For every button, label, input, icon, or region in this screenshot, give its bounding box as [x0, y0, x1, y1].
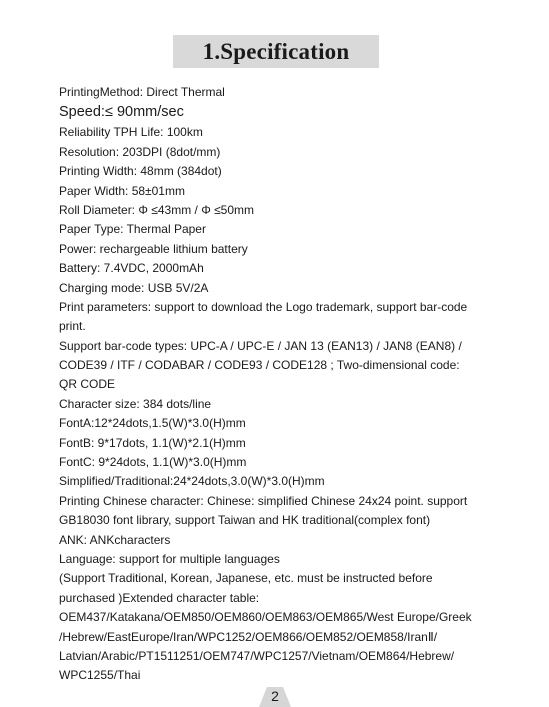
spec-line: Character size: 384 dots/line: [59, 396, 212, 411]
spec-line: Printing Width: 48mm (384dot): [59, 164, 222, 179]
spec-line: Charging mode: USB 5V/2A: [59, 280, 209, 295]
spec-line: Printing Chinese character: Chinese: simplified Chinese 24x24 point. support: [59, 493, 468, 508]
spec-line: OEM437/Katakana/OEM850/OEM860/OEM863/OEM865/West Europe/Greek: [59, 610, 472, 625]
spec-line: print.: [59, 319, 86, 334]
spec-line: WPC1255/Thai: [59, 668, 141, 683]
spec-line: Resolution: 203DPI (8dot/mm): [59, 144, 221, 159]
spec-line: ANK: ANKcharacters: [59, 532, 171, 547]
spec-line: FontB: 9*17dots, 1.1(W)*2.1(H)mm: [59, 435, 246, 450]
spec-line: purchased )Extended character table:: [59, 590, 260, 605]
spec-list: [59, 83, 509, 686]
spec-line: Speed:≤ 90mm/sec: [59, 104, 184, 121]
spec-line: (Support Traditional, Korean, Japanese, etc. must be instructed before: [59, 571, 433, 586]
spec-line: Language: support for multiple languages: [59, 551, 280, 566]
spec-line: QR CODE: [59, 377, 116, 392]
spec-line: Print parameters: support to download the Logo trademark, support bar-code: [59, 299, 468, 314]
spec-line: PrintingMethod: Direct Thermal: [59, 85, 225, 99]
page-number-tab: [259, 685, 291, 707]
spec-line: Latvian/Arabic/PT1511251/OEM747/WPC1257/Vietnam/OEM864/Hebrew/: [59, 648, 455, 663]
section-title-box: [173, 35, 379, 68]
spec-line: Battery: 7.4VDC, 2000mAh: [59, 261, 204, 276]
spec-line: Paper Type: Thermal Paper: [59, 222, 206, 237]
spec-line: Reliability TPH Life: 100km: [59, 125, 203, 140]
spec-line: Power: rechargeable lithium battery: [59, 241, 248, 256]
spec-line: Simplified/Traditional:24*24dots,3.0(W)*3.0(H)mm: [59, 474, 325, 489]
spec-line: Paper Width: 58±01mm: [59, 183, 185, 198]
page-number: 2: [271, 688, 279, 704]
spec-line: FontA:12*24dots,1.5(W)*3.0(H)mm: [59, 416, 246, 431]
spec-line: CODE39 / ITF / CODABAR / CODE93 / CODE128 ; Two-dimensional code:: [59, 358, 460, 373]
spec-line: Support bar-code types: UPC-A / UPC-E / JAN 13 (EAN13) / JAN8 (EAN8) /: [59, 338, 462, 353]
section-title: 1.Specification: [202, 38, 350, 64]
spec-line: FontC: 9*24dots, 1.1(W)*3.0(H)mm: [59, 455, 247, 470]
spec-line: GB18030 font library, support Taiwan and HK traditional(complex font): [59, 513, 431, 528]
spec-line: Roll Diameter: Φ ≤43mm / Φ ≤50mm: [59, 202, 255, 217]
spec-line: /Hebrew/EastEurope/Iran/WPC1252/OEM866/OEM852/OEM858/IranⅡ/: [59, 629, 438, 644]
